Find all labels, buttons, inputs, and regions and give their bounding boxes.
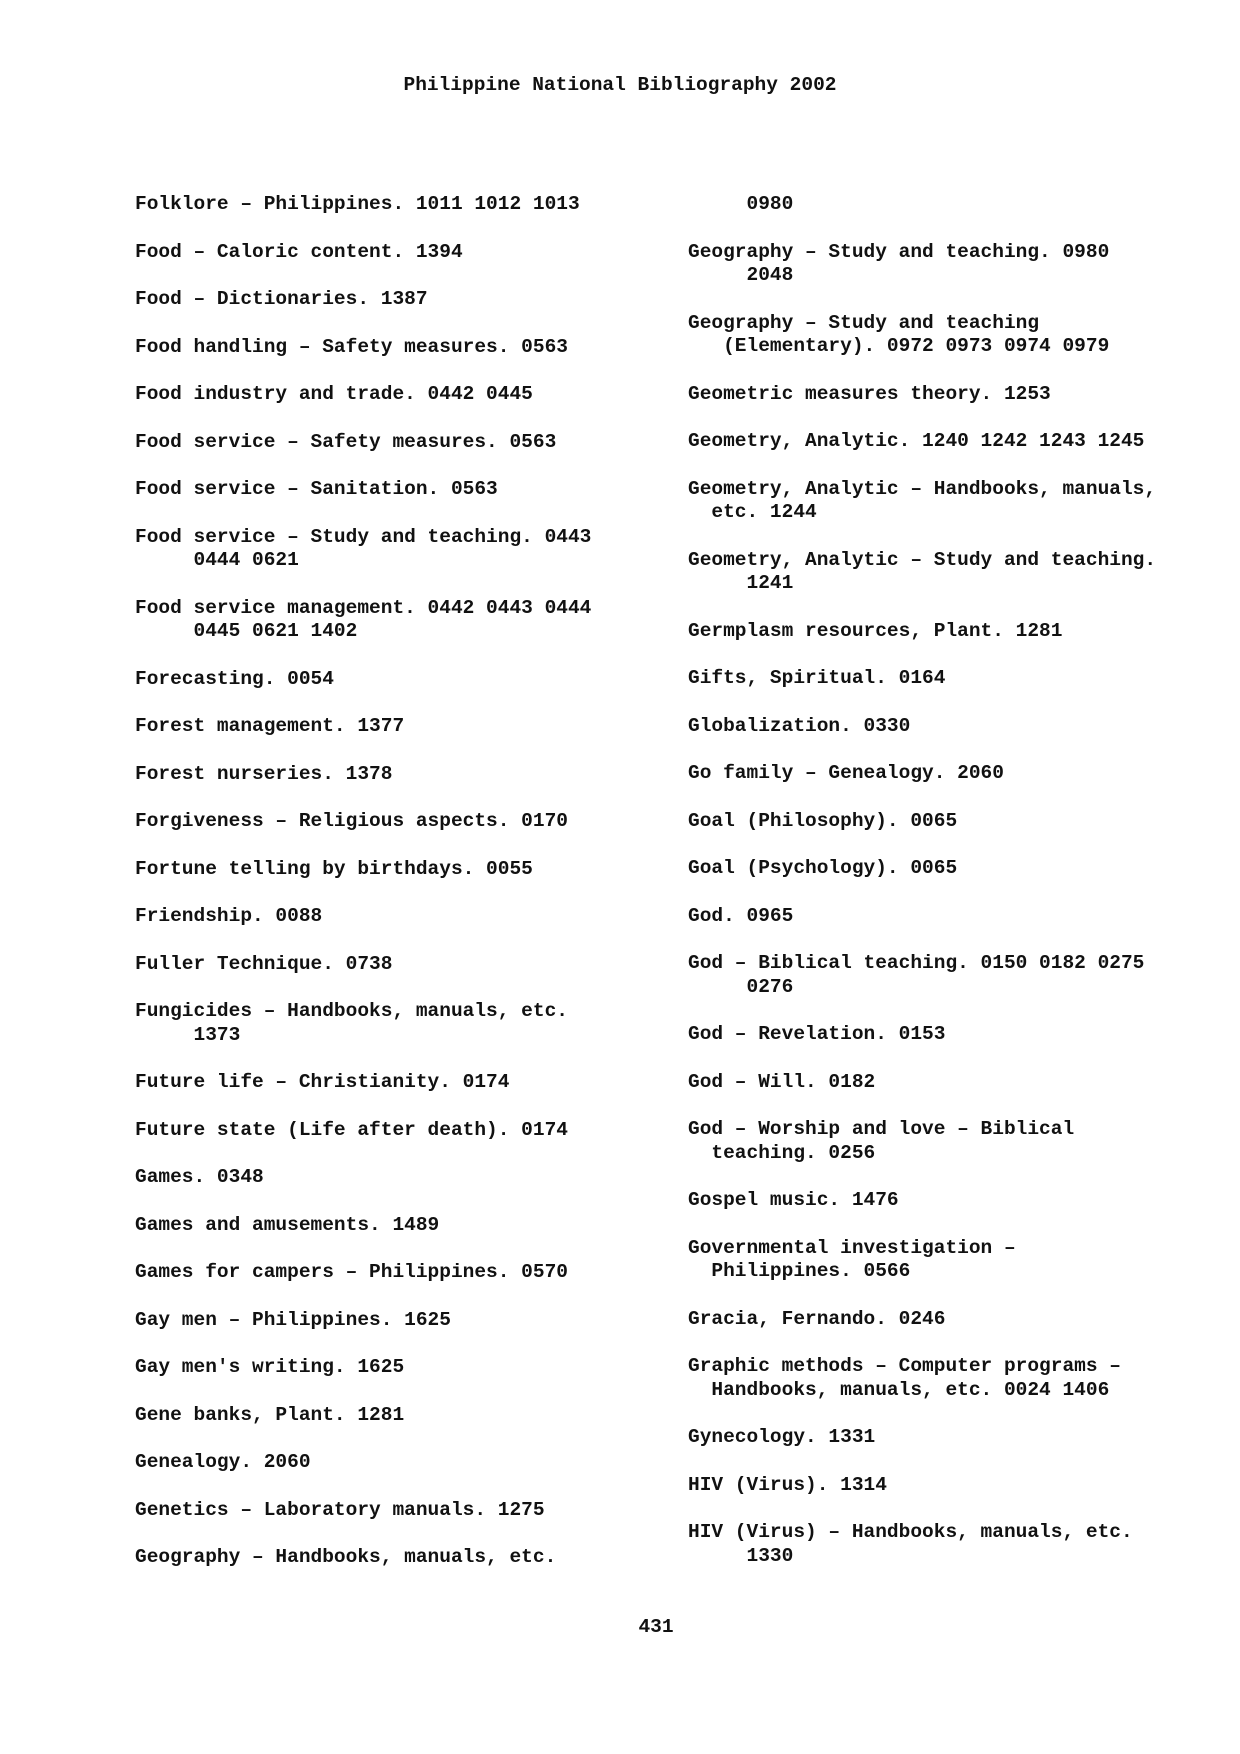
entry-heading-line: HIV (Virus). 1314 xyxy=(688,1473,887,1496)
index-entry xyxy=(688,1355,1208,1402)
entry-heading-line: Geography – Study and teaching xyxy=(688,311,1040,334)
index-entry xyxy=(135,1404,695,1428)
entry-heading-line: God – Will. 0182 xyxy=(688,1070,876,1093)
index-entry xyxy=(135,1309,695,1333)
index-entry xyxy=(688,241,1208,288)
entry-heading-line: Genetics – Laboratory manuals. 1275 xyxy=(135,1498,545,1521)
entry-heading-line: Gifts, Spiritual. 0164 xyxy=(688,667,946,689)
index-entry xyxy=(135,953,695,977)
index-entry xyxy=(688,383,1208,407)
entry-continuation-line: 1241 xyxy=(688,572,794,594)
entry-heading-line: Fortune telling by birthdays. 0055 xyxy=(135,857,533,880)
entry-heading-line: Go family – Genealogy. 2060 xyxy=(688,762,1004,784)
entry-heading-line: Food service – Sanitation. 0563 xyxy=(135,478,498,500)
entry-heading-line: Folklore – Philippines. 1011 1012 1013 xyxy=(135,193,580,215)
entry-heading-line: Future life – Christianity. 0174 xyxy=(135,1071,510,1093)
index-entry xyxy=(135,1071,695,1095)
index-entry xyxy=(688,1071,1208,1095)
entry-heading-line: Food service – Safety measures. 0563 xyxy=(135,430,557,453)
index-entry xyxy=(135,1166,695,1190)
entry-continuation-line: 0444 0621 xyxy=(135,549,299,571)
index-entry xyxy=(135,526,695,573)
index-entry xyxy=(135,858,695,882)
index-entry xyxy=(688,1521,1208,1568)
entry-continuation-line: 0276 xyxy=(688,975,794,998)
index-entry xyxy=(688,1426,1208,1450)
index-entry xyxy=(688,810,1208,834)
index-entry xyxy=(135,478,695,502)
index-entry xyxy=(135,336,695,360)
index-entry xyxy=(688,1023,1208,1047)
entry-heading-line: Geometry, Analytic – Study and teaching. xyxy=(688,548,1157,571)
entry-continuation-line: Philippines. 0566 xyxy=(688,1260,911,1282)
index-entry xyxy=(135,1451,695,1475)
entry-heading-line: Fuller Technique. 0738 xyxy=(135,952,393,975)
entry-continuation-line: 1330 xyxy=(688,1544,794,1567)
entry-heading-line: Genealogy. 2060 xyxy=(135,1451,311,1473)
entry-continuation-line: 1373 xyxy=(135,1023,241,1046)
entry-heading-line: Gay men's writing. 1625 xyxy=(135,1356,405,1378)
index-entry xyxy=(135,905,695,929)
index-entry xyxy=(688,193,1208,217)
entry-heading-line: Food – Caloric content. 1394 xyxy=(135,240,463,263)
index-entry xyxy=(135,383,695,407)
index-entry xyxy=(135,1214,695,1238)
index-entry xyxy=(688,952,1208,999)
entry-heading-line: Governmental investigation – xyxy=(688,1236,1016,1259)
entry-continuation-line: Handbooks, manuals, etc. 0024 1406 xyxy=(688,1378,1110,1401)
entry-continuation-line: 2048 xyxy=(688,264,794,286)
entry-continuation-line: teaching. 0256 xyxy=(688,1141,876,1164)
index-entry xyxy=(135,1000,695,1047)
entry-heading-line: Future state (Life after death). 0174 xyxy=(135,1118,568,1141)
entry-heading-line: Geometry, Analytic – Handbooks, manuals, xyxy=(688,477,1157,500)
entry-heading-line: Globalization. 0330 xyxy=(688,714,911,737)
index-entry xyxy=(688,620,1208,644)
entry-heading-line: Food service – Study and teaching. 0443 xyxy=(135,525,592,548)
index-entry xyxy=(688,312,1208,359)
entry-heading-line: Geography – Study and teaching. 0980 xyxy=(688,240,1110,263)
entry-heading-line: Food handling – Safety measures. 0563 xyxy=(135,335,568,358)
index-entry xyxy=(135,288,695,312)
entry-heading-line: Gracia, Fernando. 0246 xyxy=(688,1307,946,1330)
index-entry xyxy=(688,857,1208,881)
page-number: 431 xyxy=(638,1616,674,1638)
index-entry xyxy=(688,1189,1208,1213)
entry-heading-line: Gospel music. 1476 xyxy=(688,1189,899,1211)
entry-heading-line: 0980 xyxy=(688,193,794,215)
entry-heading-line: Graphic methods – Computer programs – xyxy=(688,1355,1121,1377)
index-entry xyxy=(688,667,1208,691)
index-column-right xyxy=(688,193,1208,1592)
index-entry xyxy=(135,597,695,644)
index-entry xyxy=(135,715,695,739)
index-entry xyxy=(135,431,695,455)
index-entry xyxy=(688,1308,1208,1332)
entry-heading-line: God – Worship and love – Biblical xyxy=(688,1118,1075,1140)
index-entry xyxy=(688,905,1208,929)
index-entry xyxy=(135,193,695,217)
entry-heading-line: Forgiveness – Religious aspects. 0170 xyxy=(135,810,568,832)
entry-heading-line: Germplasm resources, Plant. 1281 xyxy=(688,619,1063,642)
index-column-left xyxy=(135,193,695,1594)
entry-heading-line: God. 0965 xyxy=(688,904,794,927)
index-entry xyxy=(135,763,695,787)
entry-heading-line: Geometry, Analytic. 1240 1242 1243 1245 xyxy=(688,430,1145,452)
entry-continuation-line: 0445 0621 1402 xyxy=(135,620,358,642)
entry-continuation-line: (Elementary). 0972 0973 0974 0979 xyxy=(688,335,1110,357)
index-entry xyxy=(688,1118,1208,1165)
entry-continuation-line: etc. 1244 xyxy=(688,501,817,523)
entry-heading-line: God – Biblical teaching. 0150 0182 0275 xyxy=(688,952,1145,974)
entry-heading-line: HIV (Virus) – Handbooks, manuals, etc. xyxy=(688,1521,1133,1543)
index-entry xyxy=(135,241,695,265)
index-entry xyxy=(135,1119,695,1143)
entry-heading-line: Forecasting. 0054 xyxy=(135,667,334,690)
entry-heading-line: Forest nurseries. 1378 xyxy=(135,762,393,785)
entry-heading-line: Games and amusements. 1489 xyxy=(135,1213,440,1236)
entry-heading-line: Games. 0348 xyxy=(135,1166,264,1188)
index-entry xyxy=(135,1356,695,1380)
index-entry xyxy=(135,1261,695,1285)
index-entry xyxy=(688,762,1208,786)
index-entry xyxy=(135,1546,695,1570)
entry-heading-line: Friendship. 0088 xyxy=(135,905,323,927)
entry-heading-line: Gene banks, Plant. 1281 xyxy=(135,1403,405,1426)
index-entry xyxy=(688,1237,1208,1284)
entry-heading-line: Food industry and trade. 0442 0445 xyxy=(135,383,533,405)
index-entry xyxy=(688,430,1208,454)
entry-heading-line: Games for campers – Philippines. 0570 xyxy=(135,1261,568,1283)
entry-heading-line: Geometric measures theory. 1253 xyxy=(688,382,1051,405)
index-entry xyxy=(688,715,1208,739)
entry-heading-line: Geography – Handbooks, manuals, etc. xyxy=(135,1546,557,1568)
index-entry xyxy=(688,478,1208,525)
entry-heading-line: Food service management. 0442 0443 0444 xyxy=(135,596,592,619)
entry-heading-line: Food – Dictionaries. 1387 xyxy=(135,288,428,310)
entry-heading-line: Gynecology. 1331 xyxy=(688,1426,876,1448)
index-entry xyxy=(135,1499,695,1523)
index-entry xyxy=(135,810,695,834)
entry-heading-line: God – Revelation. 0153 xyxy=(688,1023,946,1045)
index-entry xyxy=(688,549,1208,596)
entry-heading-line: Forest management. 1377 xyxy=(135,715,405,737)
index-entry xyxy=(135,668,695,692)
entry-heading-line: Goal (Psychology). 0065 xyxy=(688,857,958,879)
page-header: Philippine National Bibliography 2002 xyxy=(403,74,837,96)
index-entry xyxy=(688,1474,1208,1498)
entry-heading-line: Gay men – Philippines. 1625 xyxy=(135,1308,451,1331)
entry-heading-line: Goal (Philosophy). 0065 xyxy=(688,809,958,832)
entry-heading-line: Fungicides – Handbooks, manuals, etc. xyxy=(135,1000,568,1022)
